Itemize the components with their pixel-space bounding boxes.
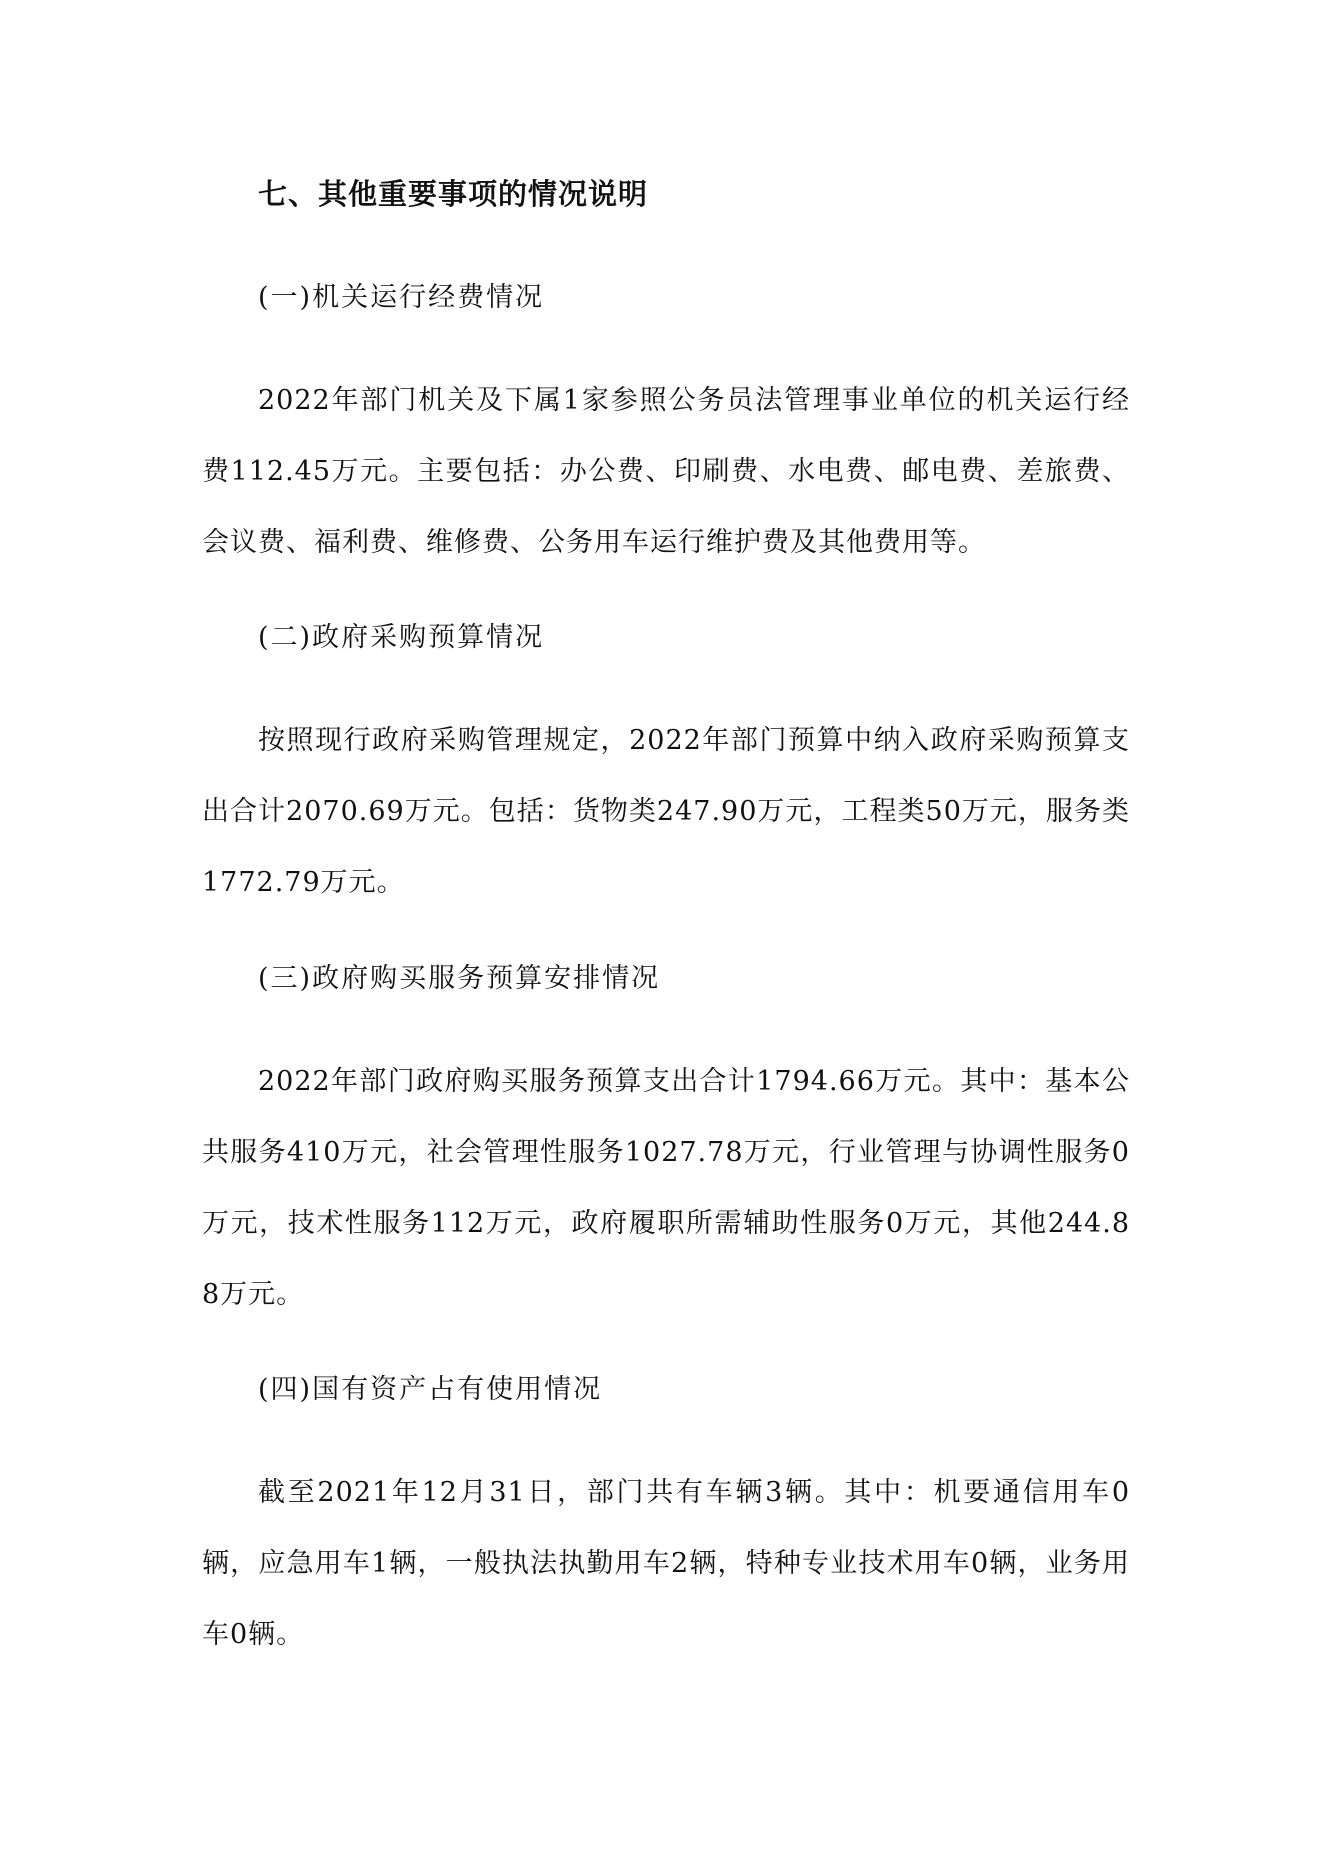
section-title: 七、其他重要事项的情况说明 <box>258 177 649 211</box>
subsection-heading-purchased-services: (三)政府购买服务预算安排情况 <box>258 963 661 994</box>
paragraph-purchased-services: 2022年部门政府购买服务预算支出合计1794.66万元。其中：基本公共服务410万元，社会管理性服务1027.78万元，行业管理与协调性服务0万元，技术性服务112万元，政府履职所需辅助性服务0万元，其他244.88万元。 <box>202 1066 1130 1310</box>
subsection-heading-operating-expenses: (一)机关运行经费情况 <box>258 282 545 313</box>
paragraph-operating-expenses: 2022年部门机关及下属1家参照公务员法管理事业单位的机关运行经费112.45万元。主要包括：办公费、印刷费、水电费、邮电费、差旅费、会议费、福利费、维修费、公务用车运行维护费及其他费用等。 <box>202 385 1130 558</box>
subsection-heading-procurement-budget: (二)政府采购预算情况 <box>258 622 545 653</box>
paragraph-procurement-budget: 按照现行政府采购管理规定，2022年部门预算中纳入政府采购预算支出合计2070.69万元。包括：货物类247.90万元，工程类50万元，服务类1772.79万元。 <box>202 725 1130 898</box>
subsection-heading-state-assets: (四)国有资产占有使用情况 <box>258 1374 603 1405</box>
paragraph-state-assets: 截至2021年12月31日，部门共有车辆3辆。其中：机要通信用车0辆，应急用车1辆，一般执法执勤用车2辆，特种专业技术用车0辆，业务用车0辆。 <box>202 1477 1130 1650</box>
